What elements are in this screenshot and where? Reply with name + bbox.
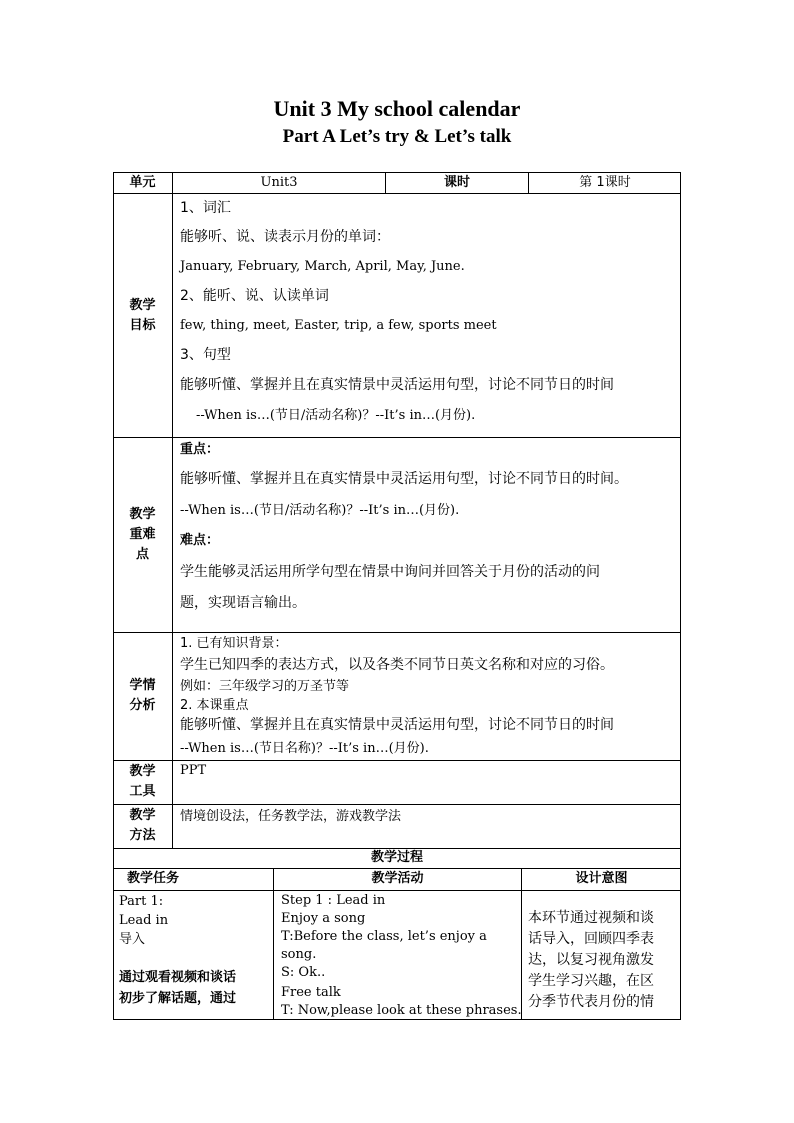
difficulty-line: 题，实现语言输出。: [180, 595, 306, 611]
process-col-activity: 教学活动: [371, 871, 424, 886]
key-points-label-line-1: 教学: [129, 507, 156, 522]
activity-line: T: Now,please look at these phrases.: [281, 1003, 522, 1018]
intent-line: 达，以复习视角激发: [528, 952, 654, 968]
task-line: Lead in: [119, 913, 169, 928]
key-points-label-line-2: 重难: [129, 527, 156, 542]
difficulty-title: 难点：: [180, 533, 220, 548]
objectives-line: 能够听、说、读表示月份的单词：: [180, 229, 390, 245]
objectives-label-line-1: 教学: [129, 298, 156, 313]
row-divider: [113, 804, 681, 805]
difficulty-line: 学生能够灵活运用所学句型在情景中询问并回答关于月份的活动的问: [180, 564, 600, 580]
focus-line: 能够听懂、掌握并且在真实情景中灵活运用句型，讨论不同节日的时间。: [180, 471, 628, 487]
process-col-intent: 设计意图: [575, 871, 628, 886]
analysis-line: 1. 已有知识背景：: [180, 636, 288, 651]
task-bold-line: 初步了解话题，通过: [119, 991, 237, 1006]
focus-title: 重点：: [180, 442, 220, 457]
document-title: Unit 3 My school calendar: [273, 96, 521, 121]
row-divider: [113, 632, 681, 633]
intent-line: 学生学习兴趣，在区: [528, 973, 654, 989]
key-points-label-line-3: 点: [135, 547, 149, 562]
methods-label-line-1: 教学: [129, 808, 156, 823]
row-divider: [113, 890, 681, 891]
unit-label: 单元: [129, 175, 156, 190]
analysis-line: 能够听懂、掌握并且在真实情景中灵活运用句型，讨论不同节日的时间: [180, 717, 614, 733]
analysis-label-line-1: 学情: [129, 678, 156, 693]
objectives-line: 能够听懂、掌握并且在真实情景中灵活运用句型，讨论不同节日的时间: [180, 377, 614, 393]
intent-line: 话导入，回顾四季表: [528, 931, 654, 947]
activity-line: Step 1 : Lead in: [281, 893, 386, 908]
objectives-line: 1、词汇: [180, 200, 231, 216]
activity-line: Enjoy a song: [281, 911, 366, 926]
methods-label-line-2: 方法: [129, 828, 156, 843]
analysis-line: --When is…(节日名称)？--It’s in…(月份).: [180, 741, 429, 756]
methods-value: 情境创设法，任务教学法，游戏教学法: [180, 809, 402, 824]
activity-line: song.: [281, 947, 317, 962]
row-divider: [113, 193, 681, 194]
row-divider: [113, 760, 681, 761]
objectives-line: few, thing, meet, Easter, trip, a few, sports meet: [180, 318, 497, 333]
task-bold-line: 通过观看视频和谈话: [119, 970, 237, 985]
tools-label-line-2: 工具: [129, 784, 156, 799]
task-line: Part 1:: [119, 894, 164, 909]
row-divider: [113, 848, 681, 849]
document-subtitle: Part A Let’s try & Let’s talk: [282, 126, 512, 147]
objectives-label-line-2: 目标: [129, 318, 156, 333]
intent-line: 分季节代表月份的情: [528, 994, 654, 1010]
activity-line: T:Before the class, let’s enjoy a: [281, 929, 487, 944]
objectives-line: --When is…(节日/活动名称)？--It’s in…(月份).: [196, 408, 476, 423]
focus-line: --When is…(节日/活动名称)？--It’s in…(月份).: [180, 503, 460, 518]
analysis-label-line-2: 分析: [129, 698, 156, 713]
analysis-line: 2. 本课重点: [180, 698, 249, 713]
objectives-line: January, February, March, April, May, June.: [180, 259, 465, 274]
tools-value: PPT: [180, 763, 207, 778]
objectives-line: 3、句型: [180, 347, 231, 363]
activity-line: S: Ok..: [281, 965, 326, 980]
unit-value: Unit3: [260, 175, 298, 190]
col-divider: [521, 868, 522, 1020]
objectives-line: 2、能听、说、认读单词: [180, 288, 329, 304]
col-divider: [273, 868, 274, 1020]
process-col-task: 教学任务: [126, 871, 179, 886]
analysis-line: 学生已知四季的表达方式，以及各类不同节日英文名称和对应的习俗。: [180, 657, 614, 673]
activity-line: Free talk: [281, 985, 341, 1000]
col-divider: [172, 172, 173, 848]
lesson-label: 课时: [443, 175, 470, 190]
analysis-line: 例如：三年级学习的万圣节等: [180, 679, 350, 694]
row-divider: [113, 437, 681, 438]
tools-label-line-1: 教学: [129, 764, 156, 779]
process-title: 教学过程: [370, 850, 423, 865]
lesson-value: 第 1课时: [579, 175, 631, 190]
intent-line: 本环节通过视频和谈: [528, 910, 654, 926]
row-divider: [113, 868, 681, 869]
task-line: 导入: [119, 932, 146, 947]
